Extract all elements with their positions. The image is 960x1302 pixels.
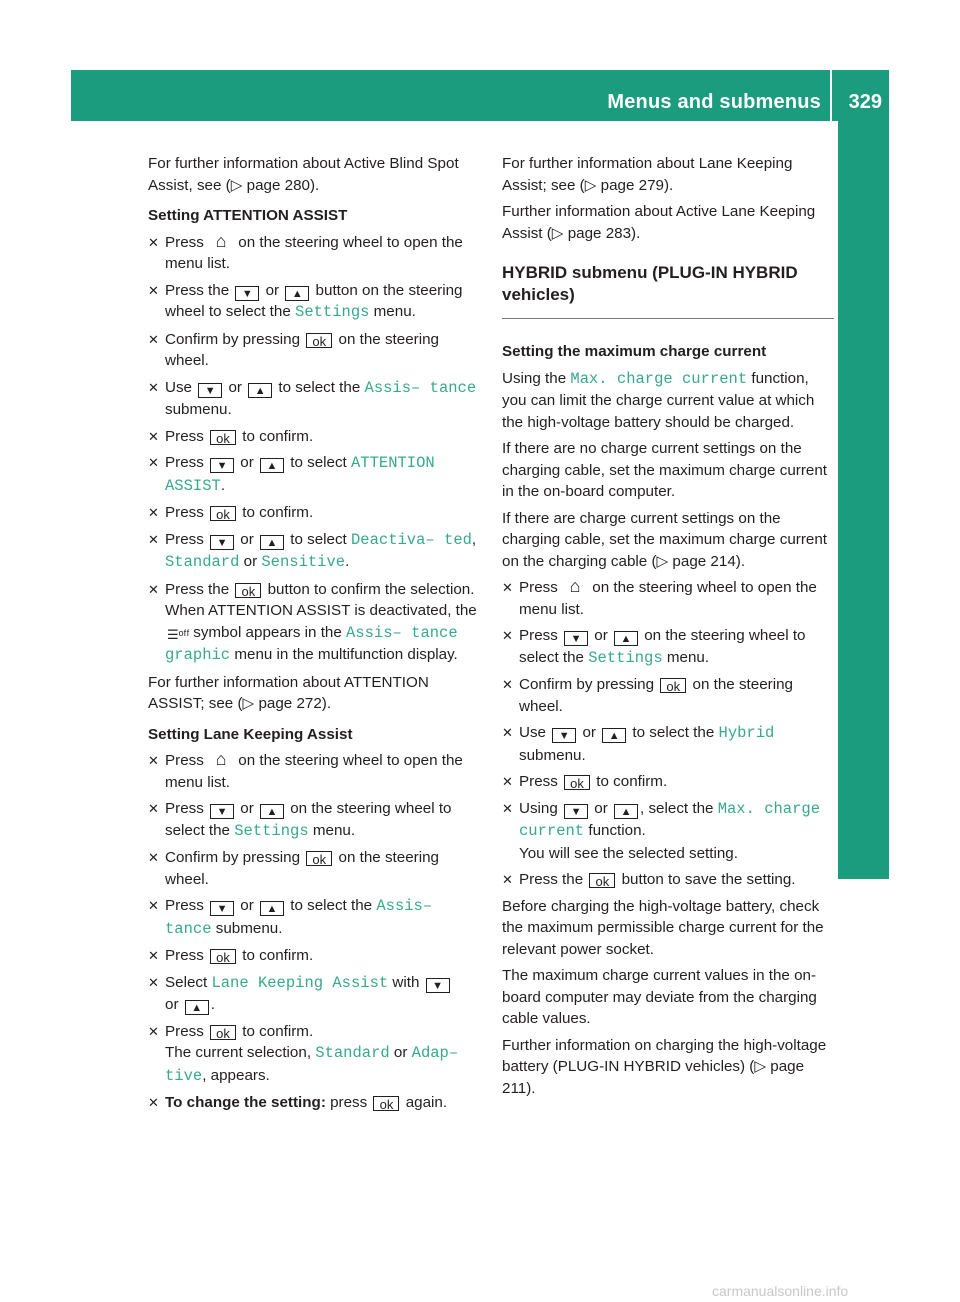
step-arrow-icon: ✕ xyxy=(148,379,159,395)
heading-hybrid-submenu: HYBRID submenu (PLUG-IN HYBRID vehicles) xyxy=(502,263,798,304)
menu-name: Assis– tance graphic xyxy=(165,623,458,664)
paragraph: If there are no charge current settings on the charging cable, set the maximum charge current in the on-board computer. xyxy=(502,440,827,500)
step: ✕ Confirm by pressing ok on the steering wheel. xyxy=(148,849,439,888)
paragraph: The maximum charge current values in the on-board computer may deviate from the charging cable values. xyxy=(502,967,817,1027)
home-key-icon: ⌂ xyxy=(215,230,227,251)
paragraph: Using the Max. charge current function, you can limit the charge current value at which the high-voltage battery should be charged. xyxy=(502,369,815,431)
step-arrow-icon: ✕ xyxy=(148,850,159,865)
step: ✕ Press the ▼ or ▲ button on the steering wheel to select the Settings menu. xyxy=(148,281,463,321)
chapter-tab-label: On-board computer and displays xyxy=(851,295,875,625)
step-arrow-icon: ✕ xyxy=(502,800,513,816)
step-arrow-icon: ✕ xyxy=(148,531,159,547)
menu-name: Settings xyxy=(295,303,370,321)
menu-name: Lane Keeping Assist xyxy=(211,973,389,992)
step-arrow-icon: ✕ xyxy=(148,898,159,913)
up-key-icon: ▲ xyxy=(248,383,272,398)
ok-key-icon: ok xyxy=(306,333,332,348)
step-arrow-icon: ✕ xyxy=(148,455,159,470)
step: ✕ Press ok to confirm. xyxy=(502,773,668,791)
step: ✕ Use ▼ or ▲ to select the Hybrid submenu. xyxy=(502,724,775,764)
step-arrow-icon: ✕ xyxy=(148,428,159,444)
ok-key-icon: ok xyxy=(589,873,615,888)
step: ✕ Using ▼ or ▲ , select the Max. charge current function. You will see the selected setting. xyxy=(502,799,821,862)
menu-name: Sensitive xyxy=(261,553,346,571)
down-key-icon: ▼ xyxy=(564,804,588,819)
right-column xyxy=(502,153,834,1104)
step: ✕ Confirm by pressing ok on the steering wheel. xyxy=(148,330,439,369)
menu-name: Max. charge current xyxy=(519,799,821,840)
heading-attention-assist: Setting ATTENTION ASSIST xyxy=(148,207,348,224)
reference-arrow-icon: ▷ xyxy=(656,552,669,570)
down-key-icon: ▼ xyxy=(210,901,234,916)
reference-arrow-icon: ▷ xyxy=(584,176,597,194)
up-key-icon: ▲ xyxy=(260,901,284,916)
ok-key-icon: ok xyxy=(210,1025,236,1040)
paragraph: For further information about Active Blind Spot Assist, see (▷ page 280). xyxy=(148,155,459,194)
down-key-icon: ▼ xyxy=(564,631,588,646)
menu-name: Standard xyxy=(315,1044,390,1062)
paragraph: If there are charge current settings on the charging cable, set the maximum charge current on the charging cable (▷ page 214). xyxy=(502,509,827,570)
step-arrow-icon: ✕ xyxy=(148,948,159,963)
up-key-icon: ▲ xyxy=(285,286,309,301)
down-key-icon: ▼ xyxy=(426,978,450,993)
heading-lane-keeping: Setting Lane Keeping Assist xyxy=(148,725,353,743)
step: ✕ Press ⌂ on the steering wheel to open the menu list. xyxy=(148,230,463,272)
section-title: Menus and submenus xyxy=(607,91,821,113)
page-header xyxy=(71,70,889,121)
paragraph: Further information about Active Lane Keeping Assist (▷ page 283). xyxy=(502,203,816,242)
up-key-icon: ▲ xyxy=(260,535,284,550)
ok-key-icon: ok xyxy=(235,583,261,598)
step: ✕ Press ok to confirm. The current selection, Standard or Adap– tive, appears. xyxy=(148,1022,459,1085)
header-divider xyxy=(830,70,832,121)
reference-arrow-icon: ▷ xyxy=(230,176,243,194)
step: ✕ Select Lane Keeping Assist with ▼ or ▲ . xyxy=(148,972,483,1016)
paragraph: Before charging the high-voltage battery, check the maximum permissible charge current for the relevant power socket. xyxy=(502,897,824,958)
step: ✕ Press ⌂ on the steering wheel to open the menu list. xyxy=(502,576,817,618)
watermark: carmanualsonline.info xyxy=(712,1283,849,1299)
paragraph: For further information about ATTENTION ASSIST; see (▷ page 272). xyxy=(148,673,429,712)
menu-name: Adap– tive xyxy=(165,1044,459,1085)
step-arrow-icon: ✕ xyxy=(502,725,513,740)
step: ✕ Confirm by pressing ok on the steering wheel. xyxy=(502,676,793,715)
ok-key-icon: ok xyxy=(210,506,236,521)
ok-key-icon: ok xyxy=(660,678,686,693)
step-arrow-icon: ✕ xyxy=(502,580,513,595)
step-arrow-icon: ✕ xyxy=(148,801,159,816)
up-key-icon: ▲ xyxy=(602,728,626,743)
step: ✕ Press the ok button to save the setting. xyxy=(502,871,796,889)
step-arrow-icon: ✕ xyxy=(148,282,159,298)
step-arrow-icon: ✕ xyxy=(502,872,513,887)
step: ✕ Press ok to confirm. xyxy=(148,504,314,522)
step: ✕ Use ▼ or ▲ to select the Assis– tance submenu. xyxy=(148,378,477,418)
section-divider xyxy=(502,318,834,319)
home-key-icon: ⌂ xyxy=(569,576,581,596)
up-key-icon: ▲ xyxy=(260,458,284,473)
up-key-icon: ▲ xyxy=(185,1000,209,1015)
step: ✕ Press ok to confirm. xyxy=(148,427,314,446)
attention-off-icon: ☰ᵒᶠᶠ xyxy=(167,626,190,642)
ok-key-icon: ok xyxy=(210,430,236,445)
step: ✕ To change the setting: press ok again. xyxy=(148,1094,448,1112)
menu-name: Max. charge current xyxy=(570,369,748,388)
ok-key-icon: ok xyxy=(373,1096,399,1111)
step-arrow-icon: ✕ xyxy=(148,753,159,768)
up-key-icon: ▲ xyxy=(614,804,638,819)
reference-arrow-icon: ▷ xyxy=(551,224,564,242)
menu-name: ATTENTION ASSIST xyxy=(165,454,435,495)
step-arrow-icon: ✕ xyxy=(148,1023,159,1039)
menu-name: Hybrid xyxy=(718,724,775,742)
menu-name: Assis– tance xyxy=(364,378,477,397)
menu-name: Deactiva– ted xyxy=(351,530,472,549)
step: ✕ Press ⌂ on the steering wheel to open the menu list. xyxy=(148,749,463,791)
page-number: 329 xyxy=(848,91,882,113)
step-arrow-icon: ✕ xyxy=(148,331,159,347)
ok-key-icon: ok xyxy=(306,851,332,866)
down-key-icon: ▼ xyxy=(235,286,259,301)
menu-name: Assis– tance xyxy=(165,897,433,938)
menu-name: Settings xyxy=(234,821,309,840)
paragraph: For further information about Lane Keeping Assist; see (▷ page 279). xyxy=(502,155,793,194)
heading-charge-current: Setting the maximum charge current xyxy=(502,343,767,360)
up-key-icon: ▲ xyxy=(614,631,638,646)
step: ✕ Press ▼ or ▲ to select ATTENTION ASSIST. xyxy=(148,454,435,495)
paragraph: Further information on charging the high-voltage battery (PLUG-IN HYBRID vehicles) (▷ page 211). xyxy=(502,1036,827,1097)
down-key-icon: ▼ xyxy=(198,383,222,398)
step: ✕ Press ▼ or ▲ on the steering wheel to select the Settings menu. xyxy=(148,800,452,840)
step-arrow-icon: ✕ xyxy=(502,628,513,643)
down-key-icon: ▼ xyxy=(552,728,576,743)
step-arrow-icon: ✕ xyxy=(502,677,513,692)
home-key-icon: ⌂ xyxy=(215,749,227,769)
down-key-icon: ▼ xyxy=(210,458,234,473)
ok-key-icon: ok xyxy=(564,775,590,790)
step: ✕ Press ▼ or ▲ to select the Assis– tance submenu. xyxy=(148,897,433,938)
reference-arrow-icon: ▷ xyxy=(242,695,255,712)
left-column xyxy=(148,153,483,1119)
step-arrow-icon: ✕ xyxy=(148,505,159,520)
step-arrow-icon: ✕ xyxy=(148,974,159,990)
step: ✕ Press ok to confirm. xyxy=(148,947,314,965)
step: ✕ Press the ok button to confirm the selection. When ATTENTION ASSIST is deactivated, the ☰ᵒᶠᶠ symbol appears in the Assis– tance graphic menu in the multifunction display. xyxy=(148,580,477,664)
down-key-icon: ▼ xyxy=(210,535,234,550)
step: ✕ Press ▼ or ▲ to select Deactiva– ted, Standard or Sensitive. xyxy=(148,530,477,571)
menu-name: Settings xyxy=(588,648,663,667)
step-arrow-icon: ✕ xyxy=(148,1095,159,1110)
reference-arrow-icon: ▷ xyxy=(754,1058,767,1075)
step: ✕ Press ▼ or ▲ on the steering wheel to select the Settings menu. xyxy=(502,627,806,667)
ok-key-icon: ok xyxy=(210,949,236,964)
menu-name: Standard xyxy=(165,553,240,571)
down-key-icon: ▼ xyxy=(210,804,234,819)
step-arrow-icon: ✕ xyxy=(148,581,159,597)
step-arrow-icon: ✕ xyxy=(148,234,159,250)
up-key-icon: ▲ xyxy=(260,804,284,819)
step-arrow-icon: ✕ xyxy=(502,774,513,789)
